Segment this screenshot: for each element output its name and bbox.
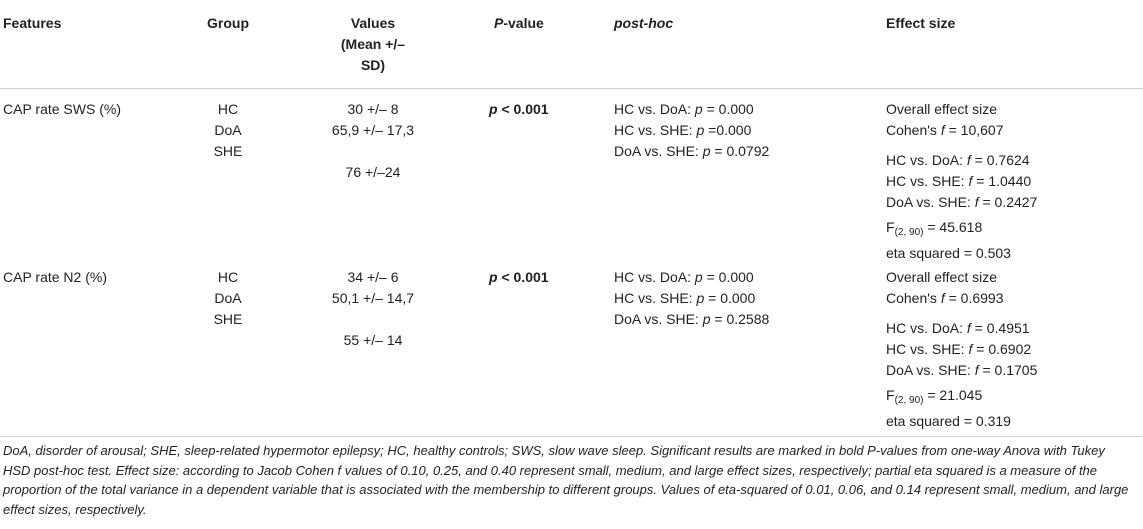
row2-overall-label: Overall effect size — [886, 269, 998, 285]
row2-cohen-label: Cohen's — [886, 290, 941, 306]
row1-effect-hc-she-value: = 1.0440 — [972, 173, 1032, 189]
row2-group-doa: DoA — [214, 290, 242, 306]
row1-cohen-var: f — [940, 122, 945, 138]
row1-effect-hc-doa-value: = 0.7624 — [970, 152, 1030, 168]
row1-effect-hc-doa — [886, 150, 1037, 171]
row2-posthoc-doa-she-var: p — [702, 311, 711, 327]
row1-cohen — [886, 120, 1037, 141]
row2-effect-doa-she — [886, 360, 1037, 381]
row1-effect-doa-she-var: f — [974, 194, 979, 210]
row2-effect-hc-she-value: = 0.6902 — [972, 341, 1032, 357]
row1-cohen-value: = 10,607 — [944, 122, 1004, 138]
row2-cohen-value: = 0.6993 — [944, 290, 1004, 306]
row1-value-she: 76 +/–24 — [345, 164, 401, 180]
row1-group-doa: DoA — [214, 122, 242, 138]
row1-cohen-label: Cohen's — [886, 122, 941, 138]
row2-effect-hc-she-var: f — [968, 341, 973, 357]
header-pvalue — [494, 13, 544, 34]
row2-f-df: (2, 90) — [894, 395, 924, 406]
row1-posthoc — [614, 99, 769, 162]
row2-f-value: = 21.045 — [923, 387, 983, 403]
header-values-line2: (Mean +/– — [340, 36, 406, 52]
row2-posthoc-hc-she-value: = 0.000 — [704, 290, 756, 306]
row2-effect-hc-doa-label: HC vs. DoA: — [886, 320, 967, 336]
row1-posthoc-hc-she-value: =0.000 — [704, 122, 752, 138]
row1-effect-doa-she — [886, 192, 1037, 213]
row1-effect-hc-she-var: f — [968, 173, 973, 189]
row2-effect-size — [886, 267, 1037, 432]
row1-posthoc-hc-doa — [614, 99, 769, 120]
header-divider — [0, 88, 1143, 89]
row2-effect-hc-doa-value: = 0.4951 — [970, 320, 1030, 336]
row1-feature: CAP rate SWS (%) — [3, 101, 121, 117]
row2-posthoc-hc-doa-label: HC vs. DoA: — [614, 269, 695, 285]
header-effect-size: Effect size — [886, 15, 956, 31]
row2-eta-squared: eta squared = 0.319 — [886, 413, 1011, 429]
row2-pvalue — [489, 267, 549, 288]
row1-group-hc: HC — [217, 101, 239, 117]
row2-value-she: 55 +/– 14 — [343, 332, 403, 348]
row2-effect-hc-she — [886, 339, 1037, 360]
row2-value-spacer — [313, 309, 433, 330]
row1-posthoc-doa-she-value: = 0.0792 — [710, 143, 770, 159]
row1-effect-size — [886, 99, 1037, 264]
header-features: Features — [3, 15, 62, 31]
row2-posthoc — [614, 267, 769, 330]
row2-posthoc-hc-she-var: p — [696, 290, 705, 306]
row1-posthoc-hc-she-label: HC vs. SHE: — [614, 122, 697, 138]
row1-pvalue-p: p — [489, 101, 498, 117]
row1-eta-squared: eta squared = 0.503 — [886, 245, 1011, 261]
row1-posthoc-doa-she-label: DoA vs. SHE: — [614, 143, 703, 159]
row1-value-spacer — [313, 141, 433, 162]
row2-feature: CAP rate N2 (%) — [3, 269, 107, 285]
header-values-line1: Values — [350, 15, 396, 31]
row2-effect-hc-she-label: HC vs. SHE: — [886, 341, 969, 357]
row1-value-hc: 30 +/– 8 — [347, 101, 399, 117]
row2-posthoc-hc-she — [614, 288, 769, 309]
row1-posthoc-hc-doa-var: p — [694, 101, 703, 117]
row2-values — [313, 267, 433, 351]
row2-group-hc: HC — [217, 269, 239, 285]
row2-posthoc-hc-doa-var: p — [694, 269, 703, 285]
row1-posthoc-hc-doa-value: = 0.000 — [702, 101, 754, 117]
row1-effect-doa-she-label: DoA vs. SHE: — [886, 194, 975, 210]
table-bottom-rule — [0, 436, 1143, 437]
header-pvalue-rest: -value — [503, 15, 544, 31]
row1-pvalue-rest: < 0.001 — [497, 101, 549, 117]
row1-f-letter: F — [886, 219, 895, 235]
row1-effect-hc-she — [886, 171, 1037, 192]
row1-effect-doa-she-value: = 0.2427 — [978, 194, 1038, 210]
header-group: Group — [207, 15, 249, 31]
row1-posthoc-hc-doa-label: HC vs. DoA: — [614, 101, 695, 117]
header-posthoc: post-hoc — [614, 15, 674, 31]
row2-groups — [178, 267, 278, 330]
row1-group-she: SHE — [213, 143, 243, 159]
row1-effect-hc-doa-label: HC vs. DoA: — [886, 152, 967, 168]
row1-posthoc-doa-she — [614, 141, 769, 162]
row1-values — [313, 99, 433, 183]
row2-value-doa: 50,1 +/– 14,7 — [331, 290, 415, 306]
row1-f-value: = 45.618 — [923, 219, 983, 235]
row2-pvalue-rest: < 0.001 — [497, 269, 549, 285]
row2-cohen — [886, 288, 1037, 309]
row1-f-statistic — [886, 217, 1037, 243]
row2-cohen-var: f — [940, 290, 945, 306]
row1-f-df: (2, 90) — [894, 227, 924, 238]
header-values — [313, 13, 433, 76]
row1-overall-label: Overall effect size — [886, 101, 998, 117]
row1-value-doa: 65,9 +/– 17,3 — [331, 122, 415, 138]
row1-posthoc-doa-she-var: p — [702, 143, 711, 159]
row2-posthoc-doa-she-value: = 0.2588 — [710, 311, 770, 327]
row2-f-letter: F — [886, 387, 895, 403]
row2-group-she: SHE — [213, 311, 243, 327]
row2-posthoc-doa-she — [614, 309, 769, 330]
table-footnote: DoA, disorder of arousal; SHE, sleep-related hypermotor epilepsy; HC, healthy controls; SWS, slow wave sleep. Significant results are marked in bold P-values from one-way Anova with Tukey HSD post-hoc test. Effect size: according to Jacob Cohen f values of 0.10, 0.25, and 0.40 represent small, medium, and large effect sizes, respectively; partial eta squared is a measure of the proportion of the total variance in a dependent variable that is associated with the membership to different groups. Values of eta-squared of 0.01, 0.06, and 0.14 represent small, medium, and large effect sizes, respectively. — [3, 443, 1129, 518]
row1-posthoc-hc-she-var: p — [696, 122, 705, 138]
row2-effect-doa-she-value: = 0.1705 — [978, 362, 1038, 378]
row2-pvalue-p: p — [489, 269, 498, 285]
row1-effect-hc-doa-var: f — [966, 152, 971, 168]
row2-effect-hc-doa-var: f — [966, 320, 971, 336]
row2-posthoc-doa-she-label: DoA vs. SHE: — [614, 311, 703, 327]
row2-f-statistic — [886, 385, 1037, 411]
row1-groups — [178, 99, 278, 162]
row2-posthoc-hc-doa-value: = 0.000 — [702, 269, 754, 285]
row2-posthoc-hc-doa — [614, 267, 769, 288]
row1-effect-hc-she-label: HC vs. SHE: — [886, 173, 969, 189]
row2-effect-doa-she-label: DoA vs. SHE: — [886, 362, 975, 378]
row1-posthoc-hc-she — [614, 120, 769, 141]
row2-effect-doa-she-var: f — [974, 362, 979, 378]
header-pvalue-p: P — [494, 15, 504, 31]
row2-effect-hc-doa — [886, 318, 1037, 339]
row2-value-hc: 34 +/– 6 — [347, 269, 399, 285]
header-values-line3: SD) — [360, 57, 386, 73]
row2-posthoc-hc-she-label: HC vs. SHE: — [614, 290, 697, 306]
row1-pvalue — [489, 99, 549, 120]
